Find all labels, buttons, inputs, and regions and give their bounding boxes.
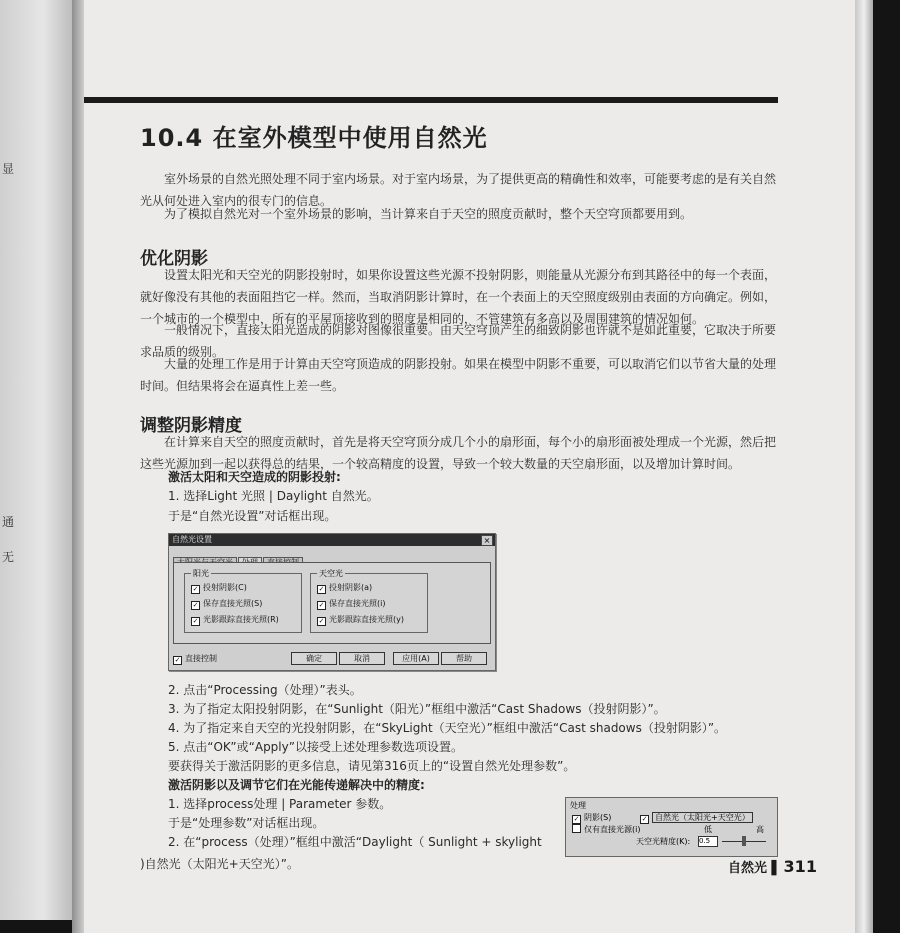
left-page-fragment: 显: [2, 162, 15, 176]
procedure-1-title: 激活太阳和天空造成的阴影投射:: [168, 470, 341, 484]
subheading-optimize-shadows: 优化阴影: [140, 249, 208, 269]
sky-cast-shadows-checkbox[interactable]: ✓ 投射阴影(a): [318, 583, 373, 593]
footer-chapter-label: 自然光: [728, 861, 768, 876]
page-footer: [728, 857, 817, 876]
more-info-note: 要获得关于激活阴影的更多信息，请见第316页上的“设置自然光处理参数”。: [168, 759, 576, 773]
sky-raytrace-direct-checkbox[interactable]: ✓ 光影跟踪直接光照(y): [318, 615, 404, 625]
intro-paragraph-2: 为了模拟自然光对一个室外场景的影响，当计算来自于天空的照度贡献时，整个天空穹顶都要用到。: [164, 207, 693, 221]
precision-low-label: 低: [704, 825, 712, 834]
daylight-checkbox[interactable]: ✓ 自然光（太阳光+天空光）: [640, 812, 753, 824]
dialog-title: 自然光设置: [172, 535, 212, 544]
left-page-edge: [0, 0, 72, 920]
subheading-shadow-precision: 调整阴影精度: [140, 416, 242, 436]
shadows-paragraph-1: 设置太阳光和天空光的阴影投射时，如果你设置这些光源不投射阴影，则能量从光源分布到其路径中的每一个表面，就好像没有其他的表面阻挡它一样。然而，当取消阴影计算时，在一个表面上的天空照度级别由表面的方向确定。例如，一个城市的一个模型中，所有的平屋顶接收到的照度是相同的，不管建筑有多高以及周围建筑的情况如何。: [140, 268, 777, 326]
ok-button[interactable]: 确定: [291, 652, 337, 665]
sun-raytrace-direct-checkbox[interactable]: ✓ 光影跟踪直接光照(R): [192, 615, 279, 625]
precision-high-label: 高: [756, 825, 764, 834]
footer-separator: ▌: [771, 861, 782, 876]
procedure-1-step-3: 3. 为了指定太阳投射阴影，在“Sunlight（阳光）”框组中激活“Cast Shadows（投射阴影）”。: [168, 702, 666, 716]
checkmark-icon: ✓: [318, 617, 325, 625]
procedure-1-step-1-result: 于是“自然光设置”对话框出现。: [168, 509, 337, 523]
dialog-tabs: [173, 550, 304, 562]
dialog-button-row: [173, 650, 491, 664]
checkmark-icon: ✓: [174, 656, 181, 664]
processing-parameters-dialog: [565, 797, 778, 857]
page-number: 311: [783, 857, 817, 876]
shadows-paragraph-2: 一般情况下，直接太阳光造成的阴影对图像很重要。由天空穹顶产生的细致阴影也许就不是如此重要，它取决于所要求品质的级别。: [140, 323, 777, 359]
process-group-label: 处理: [570, 801, 586, 810]
sky-precision-field[interactable]: 0.5: [698, 836, 718, 847]
processing-panel: [173, 562, 491, 644]
left-page-fragment: 无: [2, 550, 15, 564]
header-rule: [84, 97, 778, 103]
checkmark-icon: ✓: [641, 815, 648, 823]
procedure-1-step-1: 1. 选择Light 光照 | Daylight 自然光。: [168, 489, 379, 503]
cancel-button[interactable]: 取消: [339, 652, 385, 665]
intro-paragraph-1: 室外场景的自然光照处理不同于室内场景。对于室内场景，为了提供更高的精确性和效率，可能要考虑的是有关自然光从何处进入室内的很专门的信息。: [140, 172, 777, 208]
checkmark-icon: ✓: [192, 601, 199, 609]
procedure-1-step-5: 5. 点击“OK”或“Apply”以接受上述处理参数选项设置。: [168, 740, 463, 754]
sunlight-group: [184, 569, 302, 633]
procedure-1-step-2: 2. 点击“Processing（处理）”表头。: [168, 683, 362, 697]
checkmark-icon: ✓: [318, 585, 325, 593]
checkmark-icon: ✓: [573, 815, 580, 823]
section-heading: 10.4 在室外模型中使用自然光: [140, 124, 488, 152]
precision-slider-thumb[interactable]: [742, 836, 746, 846]
direct-only-checkbox[interactable]: 仅有直接光源(i): [572, 824, 640, 835]
sunlight-group-label: 阳光: [193, 569, 209, 578]
apply-button[interactable]: 应用(A): [393, 652, 439, 665]
sky-precision-label: 天空光精度(K):: [636, 837, 691, 846]
shadows-paragraph-3: 大量的处理工作是用于计算由天空穹顶造成的阴影投射。如果在模型中阴影不重要，可以取消它们以节省大量的处理时间。但结果将会在逼真性上差一些。: [140, 357, 777, 393]
checkmark-icon: ✓: [192, 617, 199, 625]
procedure-1-step-4: 4. 为了指定来自天空的光投射阴影，在“SkyLight（天空光）”框组中激活“Cast shadows（投射阴影）”。: [168, 721, 727, 735]
sun-cast-shadows-checkbox[interactable]: ✓ 投射阴影(C): [192, 583, 247, 593]
procedure-2-step-1: 1. 选择process处理 | Parameter 参数。: [168, 797, 392, 811]
checkmark-icon: ✓: [318, 601, 325, 609]
dialog-titlebar: [169, 534, 495, 546]
daylight-settings-dialog: [168, 533, 496, 671]
close-icon[interactable]: ×: [481, 535, 493, 546]
checkbox-empty-icon: [572, 824, 581, 833]
checkmark-icon: ✓: [192, 585, 199, 593]
skylight-group: [310, 569, 428, 633]
page-edge-right: [855, 0, 873, 933]
skylight-group-label: 天空光: [319, 569, 343, 578]
left-page-fragment: 通: [2, 515, 15, 529]
precision-paragraph: 在计算来自天空的照度贡献时，首先是将天空穹顶分成几个小的扇形面，每个小的扇形面被处理成一个光源，然后把这些光源加到一起以获得总的结果，一个较高精度的设置，导致一个较大数量的天空扇形面，以及增加计算时间。: [140, 435, 777, 471]
help-button[interactable]: 帮助: [441, 652, 487, 665]
sky-store-direct-checkbox[interactable]: ✓ 保存直接光照(i): [318, 599, 386, 609]
procedure-2-step-2: 2. 在“process（处理）”框组中激活“Daylight（ Sunlight + skylight )自然光（太阳光+天空光）”。: [140, 835, 542, 871]
procedure-2-step-1-result: 于是“处理参数”对话框出现。: [168, 816, 325, 830]
shadow-checkbox[interactable]: ✓ 阴影(S): [573, 813, 612, 823]
direct-control-checkbox[interactable]: ✓ 直接控制: [174, 654, 217, 664]
sun-store-direct-checkbox[interactable]: ✓ 保存直接光照(S): [192, 599, 263, 609]
procedure-2-title: 激活阴影以及调节它们在光能传递解决中的精度:: [168, 778, 425, 792]
